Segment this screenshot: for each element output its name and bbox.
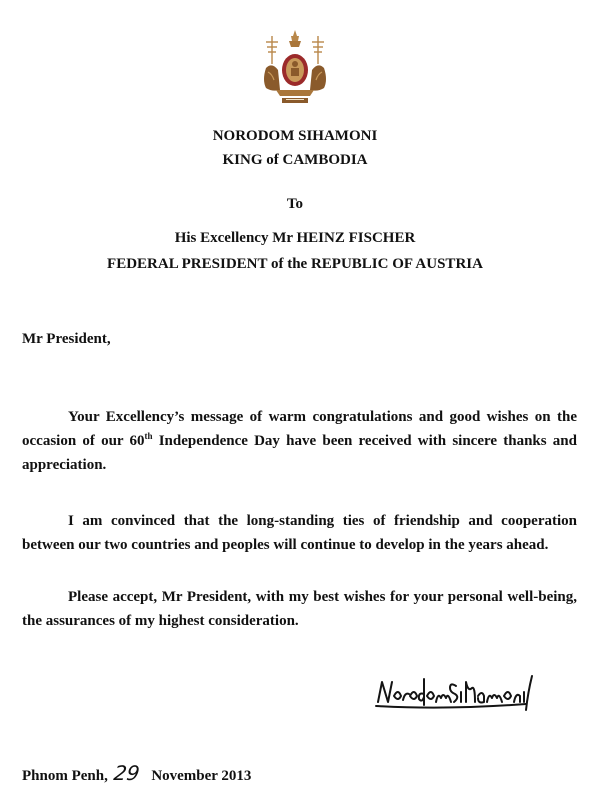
month-year: November 2013: [151, 768, 252, 784]
paragraph-1: [22, 405, 577, 477]
ordinal-suffix: th: [144, 431, 153, 441]
paragraph-2: I am convinced that the long-standing ties of friendship and cooperation between our two countries and peoples will continue to develop in the years ahead.: [22, 513, 577, 553]
place-date: [22, 762, 251, 787]
royal-crest-icon: [258, 28, 332, 108]
salutation: Mr President,: [22, 331, 111, 347]
handwritten-day: 29: [112, 761, 141, 785]
recipient-name: His Excellency Mr HEINZ FISCHER: [174, 230, 416, 246]
sender-title: KING of CAMBODIA: [222, 152, 368, 168]
paragraph-3: Please accept, Mr President, with my best wishes for your personal well-being, the assurances of my highest consideration.: [22, 589, 577, 629]
paragraph-1-text-a: Your Excellency’s message of warm congratulations and good wishes on the occasion of our 60: [22, 409, 577, 449]
signature: [372, 672, 542, 712]
to-label: To: [286, 196, 304, 212]
sender-name: NORODOM SIHAMONI: [212, 128, 378, 144]
place: Phnom Penh,: [22, 768, 108, 784]
paragraph-1-text-b: Independence Day have been received with sincere thanks and appreciation.: [22, 433, 577, 473]
recipient-title: FEDERAL PRESIDENT of the REPUBLIC OF AUSTRIA: [107, 256, 483, 272]
